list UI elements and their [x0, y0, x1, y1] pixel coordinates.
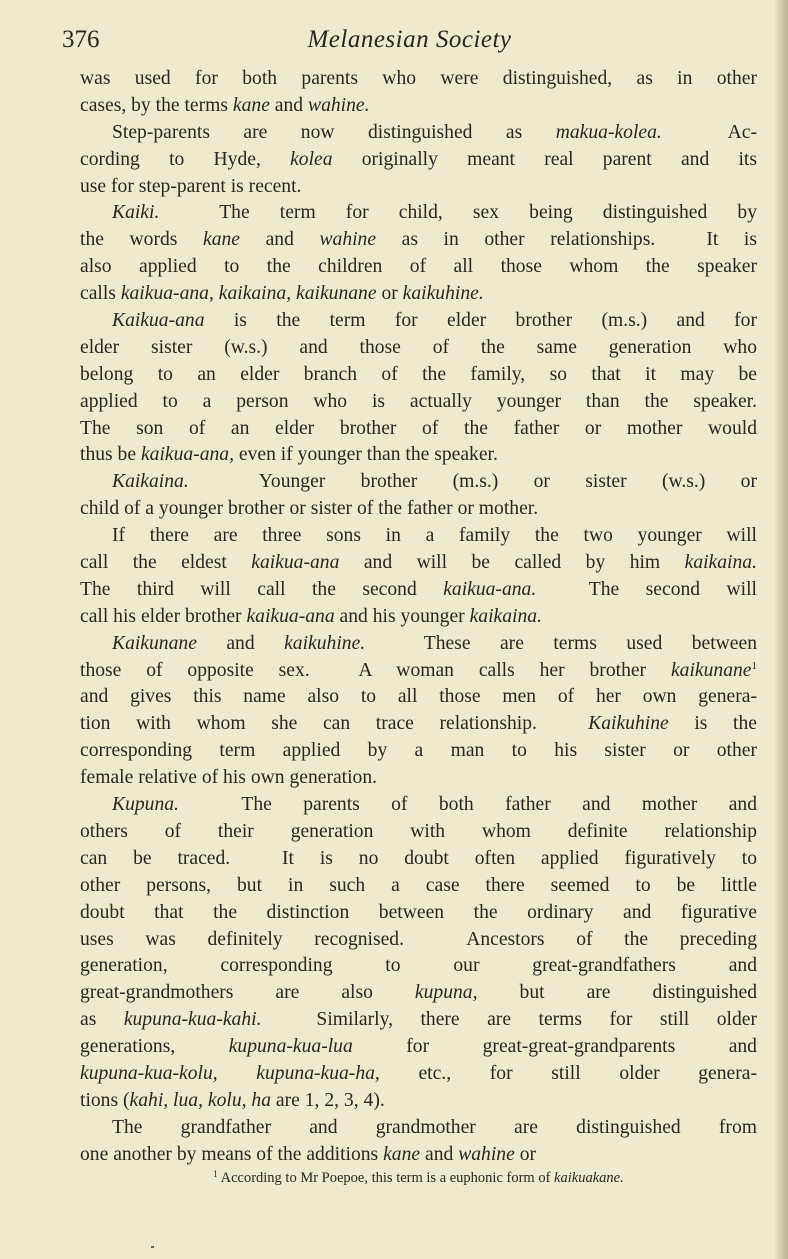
text-line: [80, 496, 757, 523]
text-run: corresponding term applied by a man to his sister or other: [80, 740, 757, 762]
italic-term: kupuna-kua-kahi.: [123, 1009, 262, 1031]
text-line: [80, 927, 757, 954]
italic-term: kupuna-kua-lua: [228, 1036, 353, 1058]
text-run: or: [514, 1143, 537, 1165]
text-line: [80, 254, 757, 281]
text-run: even if younger than the speaker.: [234, 444, 498, 466]
text-line: [80, 416, 757, 443]
text-run: and will be called by him: [339, 552, 685, 574]
text-run: and his younger: [334, 605, 470, 627]
italic-term: kahi, lua, kolu, ha: [129, 1089, 272, 1111]
text-line: [80, 900, 757, 927]
italic-term: kaikua-ana,: [140, 444, 234, 466]
italic-term: kaikaina.: [469, 605, 542, 627]
text-line: [80, 577, 757, 604]
italic-term: Kaikua-ana: [112, 310, 205, 332]
italic-term: wahine.: [308, 94, 370, 116]
text-run: and: [420, 1143, 459, 1165]
text-run: and gives this name also to all those men of her own genera-: [80, 686, 757, 708]
text-run: cording to Hyde,: [80, 148, 291, 170]
text-run: generation, corresponding to our great-grandfathers and: [80, 955, 757, 977]
text-run: calls: [80, 283, 121, 305]
text-line: [80, 174, 757, 201]
body-text: [80, 66, 757, 1169]
text-run: call the eldest: [80, 552, 252, 574]
text-line: [80, 93, 757, 120]
text-run: Similarly, there are terms for still older: [261, 1009, 757, 1031]
text-run: thus be: [80, 444, 141, 466]
italic-term: kaikuhine.: [284, 632, 366, 654]
text-line: [80, 658, 757, 685]
text-line: [80, 66, 757, 93]
text-line: [80, 819, 757, 846]
text-line: [80, 469, 757, 496]
text-line: [80, 550, 757, 577]
footnote-text: According to Mr Poepoe, this term is a euphonic form of: [220, 1170, 555, 1186]
italic-term: kupuna,: [414, 982, 478, 1004]
italic-term: kaikuhine.: [402, 283, 484, 305]
text-run: The term for child, sex being distinguished by: [159, 202, 757, 224]
text-line: [80, 631, 757, 658]
scan-speck: [151, 1246, 154, 1248]
italic-term: Kaiki.: [112, 202, 160, 224]
footnote-marker: 1: [213, 1169, 218, 1179]
text-line: [80, 523, 757, 550]
text-run: but are distinguished: [477, 982, 757, 1004]
italic-term: Kaikunane: [112, 632, 197, 654]
text-line: [80, 765, 757, 792]
text-run: originally meant real parent and its: [332, 148, 757, 170]
text-line: [80, 846, 757, 873]
text-line: [80, 281, 757, 308]
text-run: or: [376, 283, 403, 305]
italic-term: kaikaina.: [684, 552, 757, 574]
text-run: Step-parents are now distinguished as: [112, 121, 556, 143]
text-run: These are terms used between: [365, 632, 758, 654]
text-run: also applied to the children of all those whom the speaker: [80, 256, 757, 278]
text-run: is the: [668, 713, 757, 735]
text-run: other persons, but in such a case there seemed to be little: [80, 874, 757, 896]
italic-term: wahine: [319, 229, 377, 251]
text-line: [80, 1142, 757, 1169]
text-run: can be traced. It is no doubt often applied figuratively to: [80, 847, 757, 869]
text-line: [80, 442, 757, 469]
text-run: applied to a person who is actually younger than the speaker.: [80, 390, 757, 412]
text-line: [80, 1088, 757, 1115]
text-run: The grandfather and grandmother are distinguished from: [112, 1116, 757, 1138]
text-line: [80, 362, 757, 389]
text-line: [80, 873, 757, 900]
text-run: those of opposite sex. A woman calls her brother: [80, 659, 671, 681]
text-line: [80, 1115, 757, 1142]
text-run: the words: [80, 229, 203, 251]
italic-term: kaikunane: [670, 659, 752, 681]
text-run: If there are three sons in a family the two younger will: [112, 525, 757, 547]
italic-term: Kaikaina.: [112, 471, 189, 493]
text-run: etc., for still older genera-: [379, 1062, 757, 1084]
footnote: [80, 1170, 757, 1187]
text-line: [80, 227, 757, 254]
text-run: for great-great-grandparents and: [352, 1036, 757, 1058]
italic-term: kaikua-ana: [251, 552, 340, 574]
text-run: as: [80, 1009, 124, 1031]
italic-term: Kaikuhine: [588, 713, 669, 735]
italic-term: kupuna-kua-kolu, kupuna-kua-ha,: [80, 1062, 380, 1084]
text-run: others of their generation with whom definite relationship: [80, 820, 757, 842]
text-line: [80, 711, 757, 738]
page-edge-shadow: [774, 0, 788, 1259]
text-line: [80, 120, 757, 147]
text-run: The parents of both father and mother and: [178, 794, 757, 816]
text-line: [80, 200, 757, 227]
italic-term: kane: [383, 1143, 421, 1165]
text-run: The third will call the second: [80, 578, 444, 600]
text-run: cases, by the terms: [80, 94, 233, 116]
text-line: [80, 335, 757, 362]
text-run: is the term for elder brother (m.s.) and for: [204, 310, 757, 332]
text-run: and: [269, 94, 308, 116]
text-run: and: [240, 229, 320, 251]
text-line: [80, 1061, 757, 1088]
text-run: doubt that the distinction between the ordinary and figurative: [80, 901, 757, 923]
text-run: tions (: [80, 1089, 130, 1111]
text-run: uses was definitely recognised. Ancestors of the preceding: [80, 928, 757, 950]
text-run: elder sister (w.s.) and those of the same generation who: [80, 336, 757, 358]
text-run: generations,: [80, 1036, 229, 1058]
running-header: [62, 26, 757, 60]
text-line: [80, 147, 757, 174]
text-run: are 1, 2, 3, 4).: [271, 1089, 385, 1111]
text-run: female relative of his own generation.: [80, 767, 378, 789]
text-run: great-grandmothers are also: [80, 982, 415, 1004]
text-run: call his elder brother: [80, 605, 247, 627]
text-run: The second will: [536, 578, 757, 600]
text-run: tion with whom she can trace relationship.: [80, 713, 589, 735]
text-line: [80, 953, 757, 980]
text-line: [80, 792, 757, 819]
footnote-reference: 1: [751, 659, 757, 672]
text-run: Younger brother (m.s.) or sister (w.s.) or: [188, 471, 757, 493]
text-run: and: [196, 632, 285, 654]
text-run: use for step-parent is recent.: [80, 175, 302, 197]
text-run: was used for both parents who were distinguished, as in other: [80, 68, 757, 89]
italic-term: wahine: [458, 1143, 515, 1165]
text-run: as in other relationships. It is: [376, 229, 757, 251]
text-line: [80, 1034, 757, 1061]
italic-term: kane: [232, 94, 270, 116]
text-line: [80, 1007, 757, 1034]
footnote-term: kaikuakane.: [554, 1170, 624, 1186]
text-line: [80, 308, 757, 335]
running-title: Melanesian Society: [307, 26, 512, 53]
italic-term: Kupuna.: [112, 794, 179, 816]
text-run: The son of an elder brother of the father or mother would: [80, 417, 757, 439]
text-run: one another by means of the additions: [80, 1143, 384, 1165]
italic-term: kaikua-ana, kaikaina, kaikunane: [120, 283, 377, 305]
italic-term: kolea: [290, 148, 333, 170]
italic-term: kane: [203, 229, 240, 251]
italic-term: kaikua-ana: [246, 605, 335, 627]
text-line: [80, 684, 757, 711]
text-line: [80, 980, 757, 1007]
text-line: [80, 604, 757, 631]
italic-term: kaikua-ana.: [443, 578, 537, 600]
page-number: 376: [62, 26, 100, 53]
text-run: belong to an elder branch of the family, so that it may be: [80, 363, 757, 385]
italic-term: makua-kolea.: [555, 121, 662, 143]
text-run: Ac-: [661, 121, 757, 143]
text-line: [80, 389, 757, 416]
text-run: child of a younger brother or sister of the father or mother.: [80, 498, 539, 520]
text-line: [80, 738, 757, 765]
